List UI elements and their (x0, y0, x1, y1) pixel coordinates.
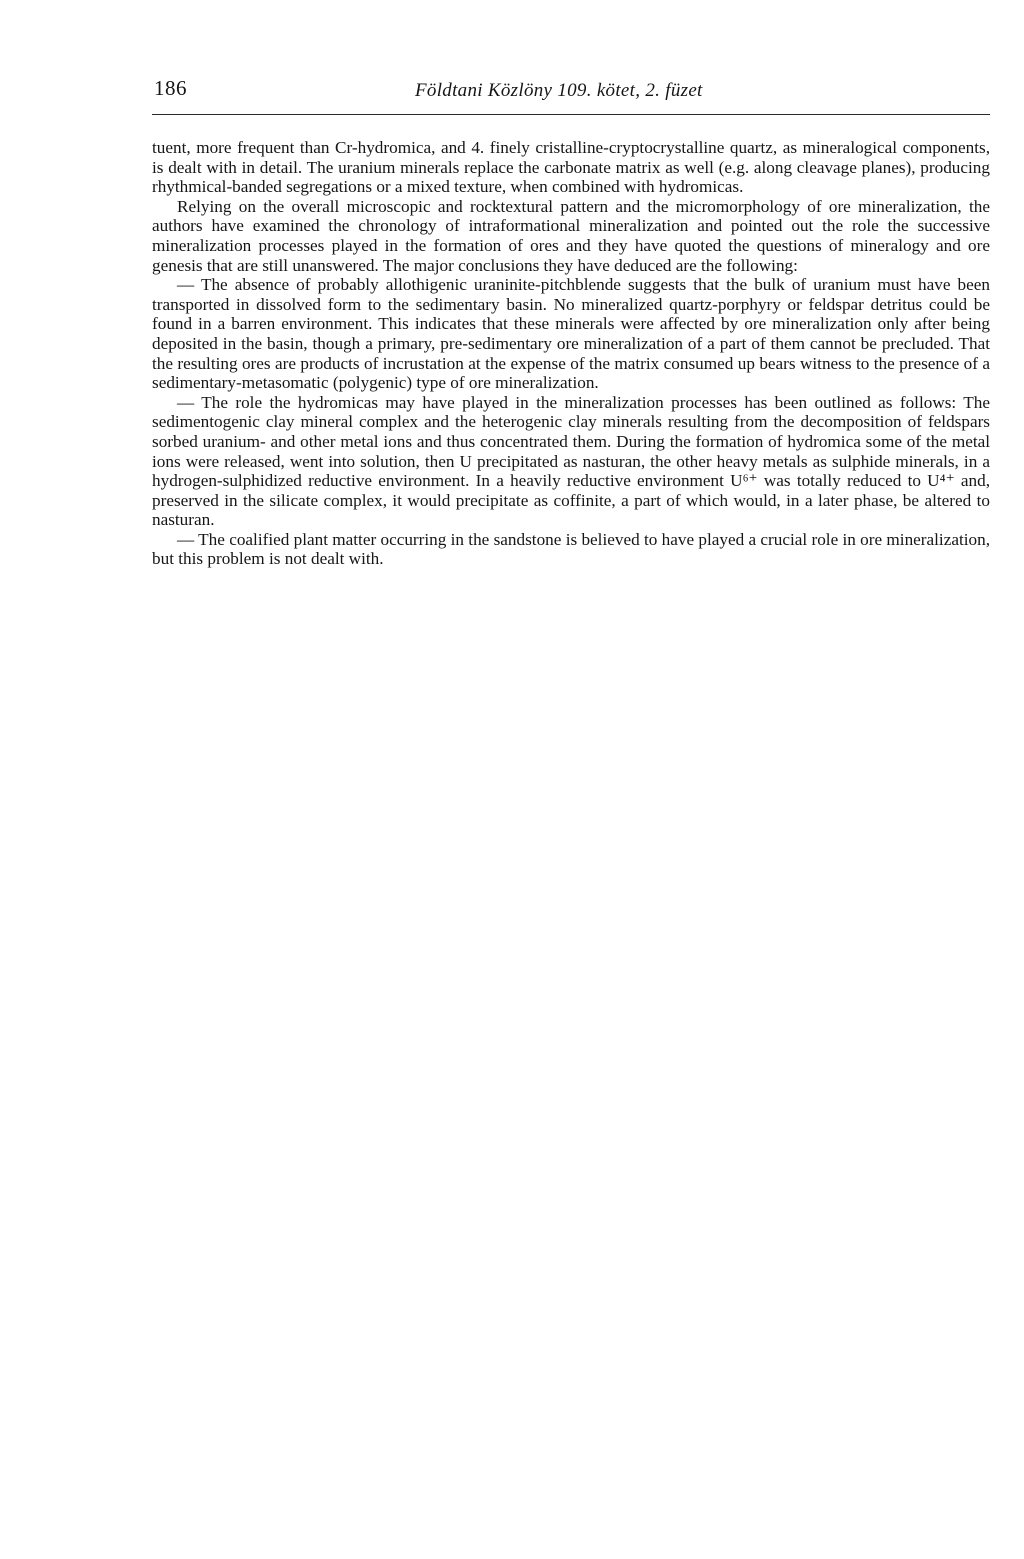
header-rule (152, 114, 990, 115)
paragraph-summary: Relying on the overall microscopic and rocktextural pattern and the micromorphology of ore mineralization, the authors have examined the chronology of intraformational mineralization and pointed out the role the successive mineralization processes played in the formation of ores and they have quoted the questions of mineralogy and ore genesis that are still unanswered. The major conclusions they have deduced are the following: (152, 196, 990, 275)
paragraph-conclusion-hydromicas: — The role the hydromicas may have played in the mineralization processes has been outlined as follows: The sedimentogenic clay mineral complex and the heterogenic clay minerals resulting from the decomposition of feldspars sorbed uranium- and other metal ions and thus concentrated them. During the formation of hydromica some of the metal ions were released, went into solution, then U precipitated as nasturan, the other heavy metals as sulphide minerals, in a hydrogen-sulphidized reductive environment. In a heavily reductive environment U⁶⁺ was totally reduced to U⁴⁺ and, preserved in the silicate complex, it would precipitate as coffinite, a part of which would, in a later phase, be altered to nasturan. (152, 392, 990, 530)
running-head (152, 76, 990, 106)
page-number: 186 (154, 76, 187, 100)
journal-title: Földtani Közlöny 109. kötet, 2. füzet (415, 80, 703, 101)
paragraph-continuation: tuent, more frequent than Cr-hydromica, and 4. finely cristalline-cryptocrystalline quartz, as mineralogical components, is dealt with in detail. The uranium minerals replace the carbonate matrix as well (e.g. along cleavage planes), producing rhythmical-banded segregations or a mixed texture, when combined with hydromicas. (152, 138, 990, 197)
paragraph-conclusion-plant-matter: — The coalified plant matter occurring in the sandstone is believed to have played a crucial role in ore mineralization, but this problem is not dealt with. (152, 529, 990, 569)
article-body (152, 138, 990, 569)
paragraph-conclusion-uranium: — The absence of probably allothigenic uraninite-pitchblende suggests that the bulk of uranium must have been transported in dissolved form to the sedimentary basin. No mineralized quartz-porphyry or feldspar detritus could be found in a barren environment. This indicates that these minerals were affected by ore mineralization only after being deposited in the basin, though a primary, pre-sedimentary ore mineralization of a part of them cannot be precluded. That the resulting ores are products of incrustation at the expense of the matrix consumed up bears witness to the presence of a sedimentary-metasomatic (polygenic) type of ore mineralization. (152, 275, 990, 393)
